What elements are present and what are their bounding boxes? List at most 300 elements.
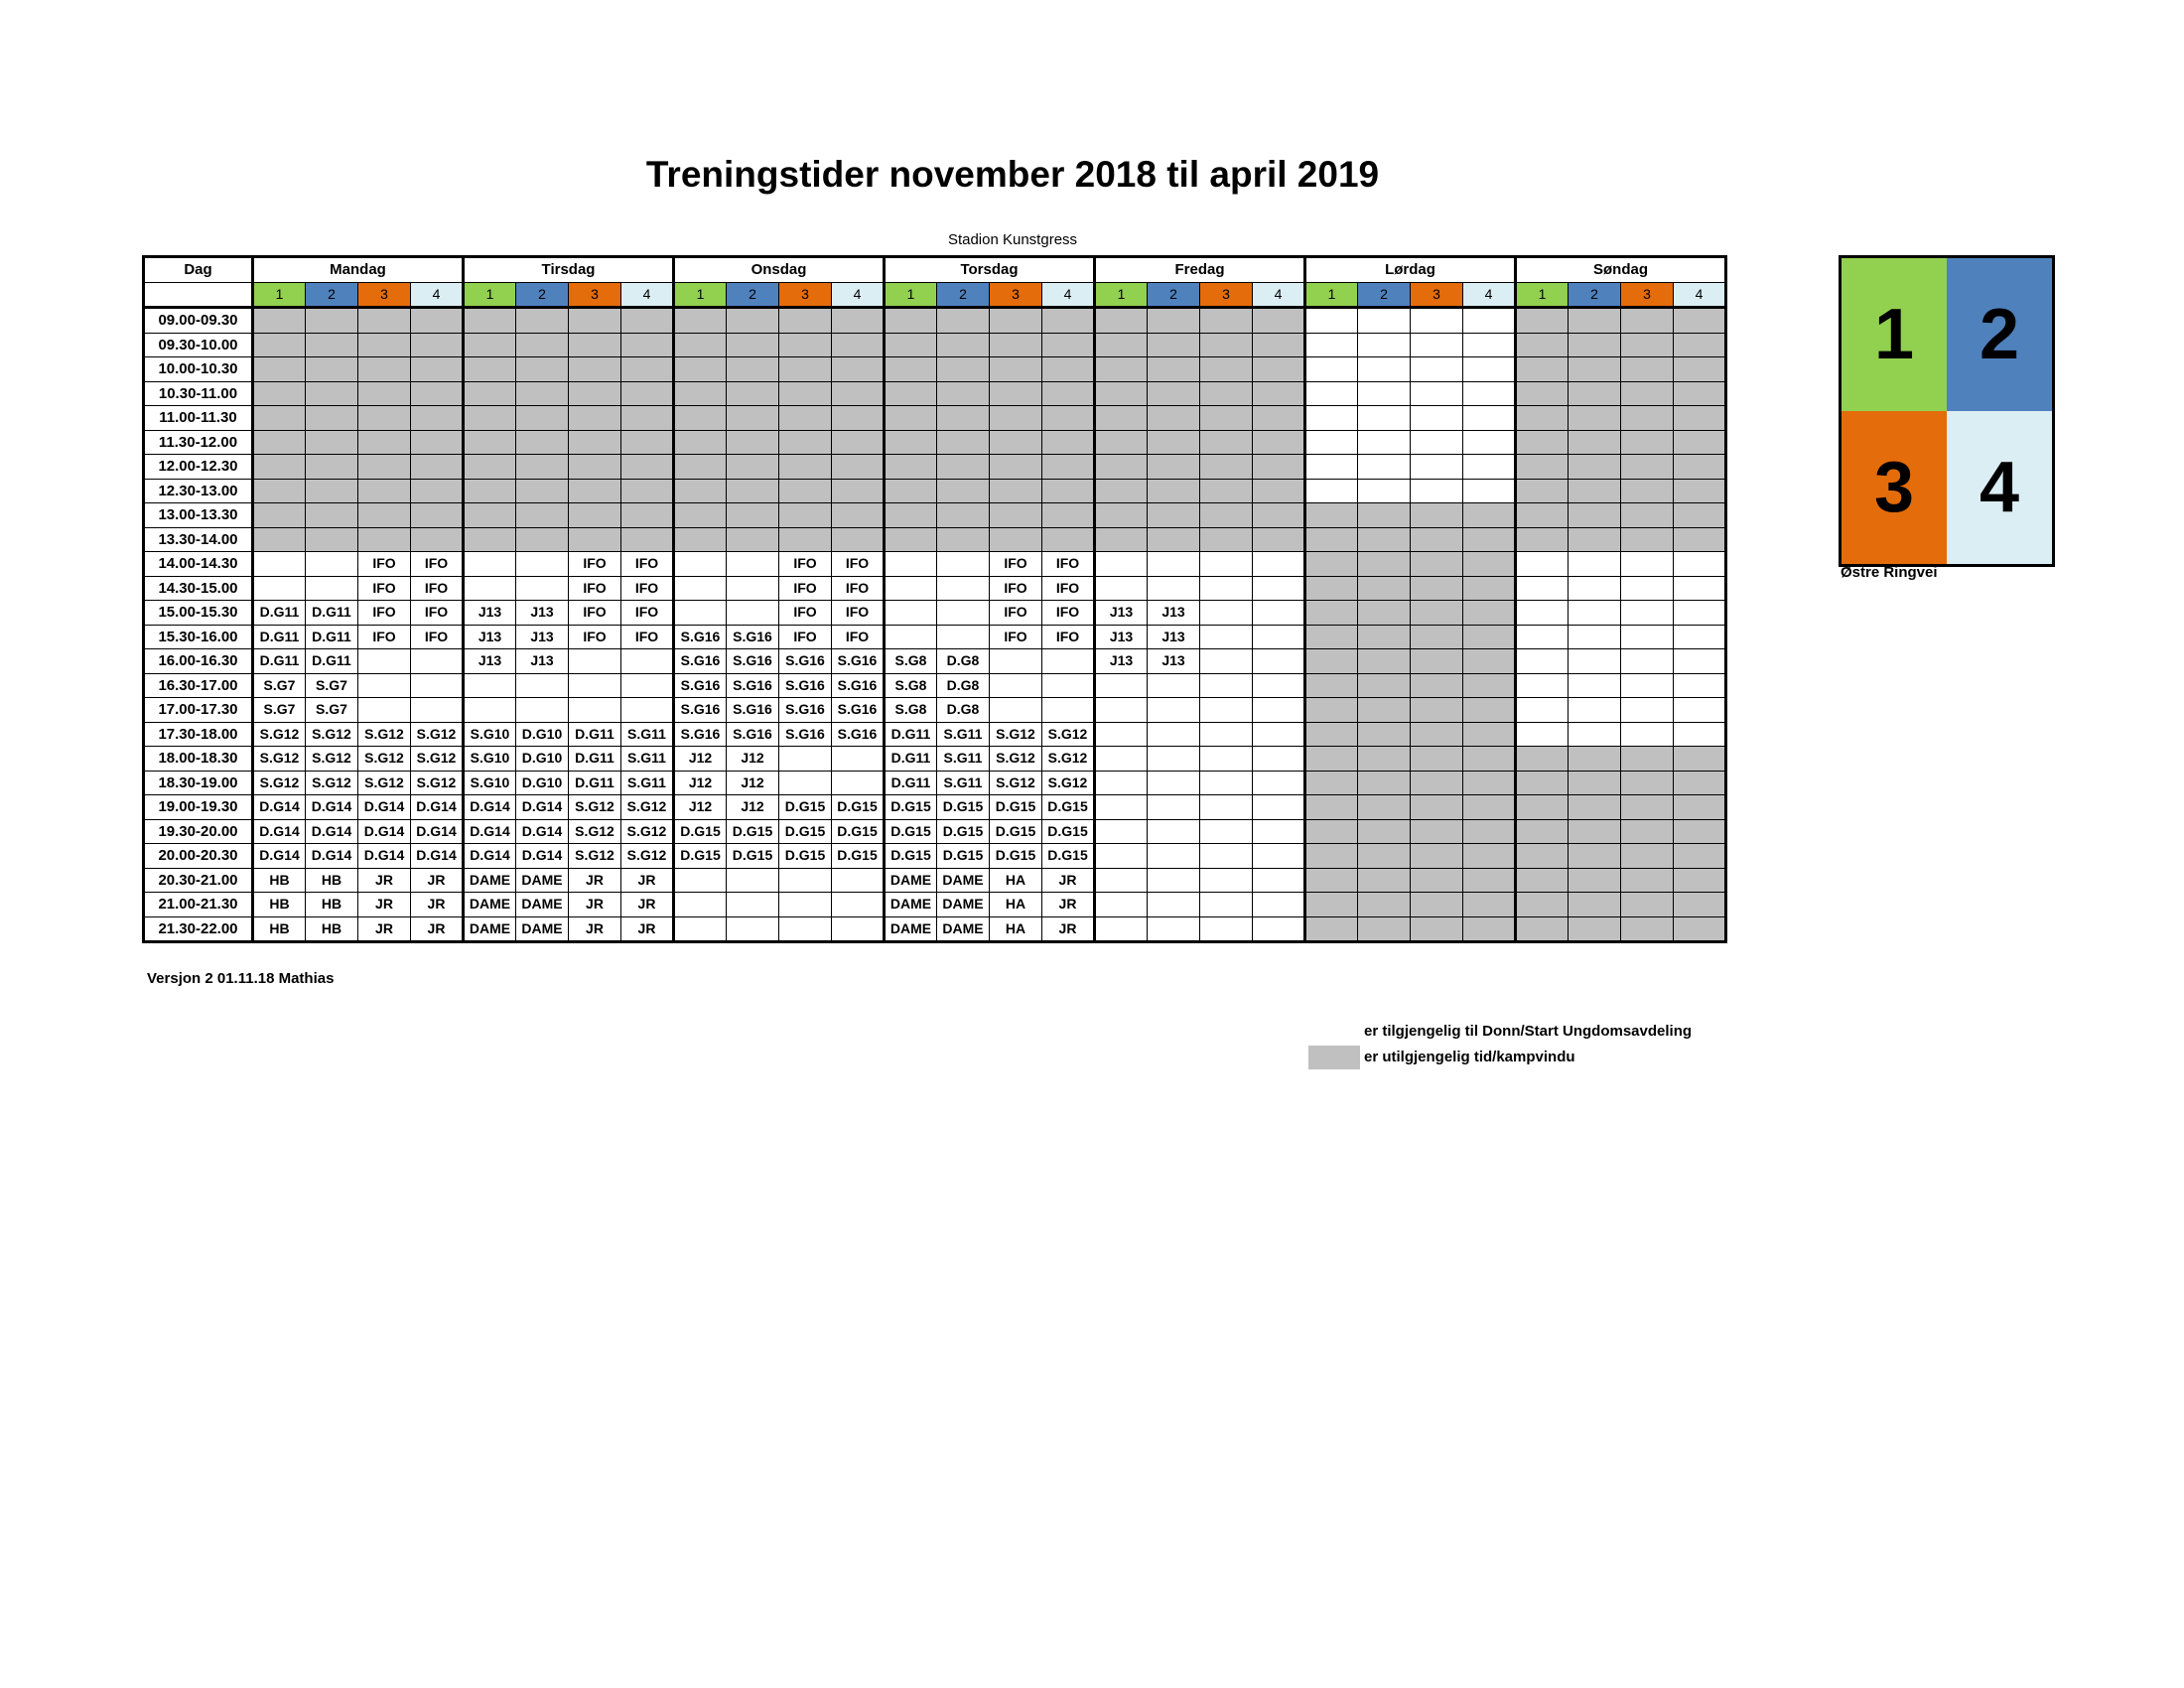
schedule-cell [1411, 601, 1463, 626]
schedule-cell [306, 406, 358, 431]
schedule-cell: IFO [569, 552, 621, 577]
schedule-cell [1463, 406, 1516, 431]
schedule-cell [1674, 406, 1726, 431]
schedule-cell [832, 771, 885, 795]
schedule-cell [1516, 673, 1569, 698]
schedule-cell [885, 625, 937, 649]
legend-unavailable-swatch [1308, 1046, 1360, 1069]
schedule-cell [1621, 576, 1674, 601]
field-number-header: 4 [1463, 282, 1516, 308]
schedule-cell [1042, 479, 1095, 503]
schedule-cell: J13 [464, 601, 516, 626]
schedule-cell [1463, 771, 1516, 795]
schedule-cell: D.G14 [253, 819, 306, 844]
schedule-cell [1095, 406, 1148, 431]
schedule-cell: D.G15 [990, 844, 1042, 869]
schedule-cell [358, 430, 411, 455]
schedule-cell [727, 503, 779, 528]
schedule-cell [569, 673, 621, 698]
schedule-cell [358, 527, 411, 552]
schedule-cell [1569, 868, 1621, 893]
schedule-cell [1148, 698, 1200, 723]
schedule-cell [990, 430, 1042, 455]
schedule-cell [253, 503, 306, 528]
schedule-cell [1305, 381, 1358, 406]
schedule-cell [516, 503, 569, 528]
schedule-cell [1569, 576, 1621, 601]
schedule-cell [727, 527, 779, 552]
schedule-cell: IFO [411, 625, 464, 649]
schedule-cell [1674, 771, 1726, 795]
schedule-cell: JR [1042, 868, 1095, 893]
schedule-cell [1411, 698, 1463, 723]
schedule-cell: D.G15 [832, 819, 885, 844]
schedule-cell [1305, 916, 1358, 942]
schedule-cell [885, 333, 937, 357]
schedule-cell [1358, 819, 1411, 844]
schedule-cell [569, 406, 621, 431]
schedule-cell: IFO [832, 601, 885, 626]
schedule-cell: S.G12 [253, 747, 306, 772]
schedule-cell [516, 479, 569, 503]
schedule-cell: D.G14 [306, 795, 358, 820]
field-header-row [144, 282, 1726, 308]
time-slot-row [144, 601, 1726, 626]
schedule-cell: D.G14 [516, 819, 569, 844]
schedule-cell: J13 [1095, 601, 1148, 626]
schedule-cell [1305, 527, 1358, 552]
schedule-cell [1200, 893, 1253, 917]
schedule-cell [885, 552, 937, 577]
schedule-cell [1253, 455, 1305, 480]
schedule-cell [569, 455, 621, 480]
schedule-cell [1200, 771, 1253, 795]
schedule-cell [411, 649, 464, 674]
schedule-cell [569, 479, 621, 503]
field-number-header: 3 [990, 282, 1042, 308]
schedule-cell [1095, 430, 1148, 455]
schedule-cell [937, 357, 990, 382]
schedule-cell: S.G12 [411, 771, 464, 795]
legend-available-text: er tilgjengelig til Donn/Start Ungdomsavdeling [1364, 1023, 1693, 1040]
schedule-cell [1569, 722, 1621, 747]
schedule-cell [1200, 916, 1253, 942]
schedule-cell [1621, 308, 1674, 334]
schedule-cell [727, 333, 779, 357]
schedule-cell [1463, 527, 1516, 552]
schedule-cell [1411, 893, 1463, 917]
schedule-cell [1253, 868, 1305, 893]
schedule-cell [1253, 698, 1305, 723]
schedule-cell [253, 333, 306, 357]
schedule-cell: IFO [621, 625, 674, 649]
time-slot-label: 21.30-22.00 [144, 916, 253, 942]
schedule-cell: DAME [464, 893, 516, 917]
schedule-cell: S.G12 [569, 795, 621, 820]
schedule-cell [1621, 479, 1674, 503]
schedule-cell [1569, 406, 1621, 431]
schedule-cell [516, 698, 569, 723]
field-number-header: 1 [1516, 282, 1569, 308]
schedule-cell [1516, 430, 1569, 455]
schedule-cell [1305, 771, 1358, 795]
schedule-cell [1095, 455, 1148, 480]
schedule-cell: S.G16 [832, 649, 885, 674]
schedule-cell [1674, 503, 1726, 528]
schedule-cell [1516, 333, 1569, 357]
schedule-cell [1463, 844, 1516, 869]
schedule-cell: S.G16 [779, 722, 832, 747]
schedule-cell: D.G11 [306, 649, 358, 674]
schedule-cell [464, 430, 516, 455]
schedule-cell [1621, 552, 1674, 577]
schedule-cell [885, 601, 937, 626]
time-slot-row [144, 455, 1726, 480]
schedule-cell: D.G11 [569, 771, 621, 795]
schedule-cell: D.G14 [464, 819, 516, 844]
schedule-cell [253, 381, 306, 406]
schedule-cell [1358, 576, 1411, 601]
schedule-cell: D.G15 [779, 819, 832, 844]
schedule-cell [990, 503, 1042, 528]
schedule-cell: IFO [1042, 576, 1095, 601]
schedule-cell [306, 308, 358, 334]
schedule-cell [1253, 673, 1305, 698]
schedule-cell [1463, 455, 1516, 480]
time-slot-row [144, 430, 1726, 455]
schedule-cell [1358, 430, 1411, 455]
schedule-cell [1253, 893, 1305, 917]
schedule-cell [779, 333, 832, 357]
schedule-cell [1621, 916, 1674, 942]
schedule-cell [1463, 576, 1516, 601]
schedule-cell: JR [358, 893, 411, 917]
schedule-cell: JR [411, 868, 464, 893]
time-slot-row [144, 868, 1726, 893]
schedule-cell [1200, 552, 1253, 577]
schedule-cell: D.G15 [1042, 819, 1095, 844]
schedule-cell: S.G11 [621, 747, 674, 772]
schedule-cell [1200, 503, 1253, 528]
schedule-cell: IFO [832, 625, 885, 649]
schedule-cell [1042, 527, 1095, 552]
schedule-cell [253, 308, 306, 334]
schedule-cell [1358, 357, 1411, 382]
schedule-cell: D.G14 [253, 795, 306, 820]
time-slot-row [144, 916, 1726, 942]
schedule-cell [1516, 527, 1569, 552]
schedule-cell [1674, 819, 1726, 844]
schedule-cell [621, 406, 674, 431]
time-slot-row [144, 357, 1726, 382]
time-slot-row [144, 552, 1726, 577]
schedule-cell: D.G14 [358, 795, 411, 820]
schedule-cell [1411, 333, 1463, 357]
schedule-cell: S.G12 [306, 747, 358, 772]
schedule-cell [990, 357, 1042, 382]
time-slot-label: 19.30-20.00 [144, 819, 253, 844]
schedule-cell [727, 308, 779, 334]
time-slot-row [144, 333, 1726, 357]
schedule-cell [1411, 357, 1463, 382]
schedule-cell [1569, 527, 1621, 552]
schedule-cell [1095, 698, 1148, 723]
schedule-cell [1516, 308, 1569, 334]
field-map-quadrant-4: 4 [1947, 411, 2052, 564]
schedule-cell [1200, 819, 1253, 844]
schedule-cell [1411, 771, 1463, 795]
schedule-cell: D.G10 [516, 771, 569, 795]
schedule-cell: IFO [779, 601, 832, 626]
schedule-cell [779, 868, 832, 893]
schedule-cell [253, 430, 306, 455]
schedule-cell: IFO [358, 625, 411, 649]
schedule-cell: J12 [727, 747, 779, 772]
schedule-cell: IFO [411, 601, 464, 626]
schedule-cell: S.G8 [885, 698, 937, 723]
schedule-cell [621, 649, 674, 674]
schedule-cell [1305, 649, 1358, 674]
schedule-cell [1358, 673, 1411, 698]
schedule-cell [1148, 916, 1200, 942]
schedule-cell [1516, 455, 1569, 480]
schedule-cell: D.G15 [779, 844, 832, 869]
schedule-cell [937, 308, 990, 334]
schedule-cell: S.G11 [937, 722, 990, 747]
time-slot-label: 13.00-13.30 [144, 503, 253, 528]
schedule-cell [1095, 722, 1148, 747]
field-number-header: 3 [779, 282, 832, 308]
schedule-cell: HB [306, 893, 358, 917]
schedule-cell [1411, 625, 1463, 649]
schedule-cell [832, 479, 885, 503]
schedule-cell: D.G11 [253, 625, 306, 649]
schedule-cell: D.G15 [674, 819, 727, 844]
schedule-cell [1516, 722, 1569, 747]
schedule-cell: S.G12 [253, 771, 306, 795]
schedule-cell [1411, 747, 1463, 772]
schedule-cell [1253, 771, 1305, 795]
schedule-cell [1095, 503, 1148, 528]
schedule-cell [569, 503, 621, 528]
schedule-cell [1516, 868, 1569, 893]
schedule-cell [1305, 357, 1358, 382]
schedule-cell: S.G12 [621, 819, 674, 844]
schedule-cell [1042, 406, 1095, 431]
schedule-cell [885, 527, 937, 552]
schedule-cell [1569, 893, 1621, 917]
field-number-header: 4 [1253, 282, 1305, 308]
schedule-cell [1358, 381, 1411, 406]
schedule-cell [621, 357, 674, 382]
schedule-cell: IFO [779, 625, 832, 649]
schedule-cell [1674, 357, 1726, 382]
schedule-cell [516, 527, 569, 552]
field-number-header: 2 [306, 282, 358, 308]
schedule-cell: S.G7 [253, 698, 306, 723]
schedule-cell: IFO [1042, 552, 1095, 577]
schedule-cell [411, 381, 464, 406]
schedule-cell: IFO [832, 552, 885, 577]
schedule-cell [674, 503, 727, 528]
schedule-cell [1305, 430, 1358, 455]
schedule-cell: D.G11 [306, 625, 358, 649]
schedule-cell [1411, 916, 1463, 942]
schedule-cell [1516, 771, 1569, 795]
schedule-cell [1305, 308, 1358, 334]
schedule-cell: D.G14 [358, 819, 411, 844]
schedule-cell: S.G16 [832, 722, 885, 747]
schedule-cell [1095, 357, 1148, 382]
schedule-cell [990, 698, 1042, 723]
schedule-cell [569, 308, 621, 334]
time-slot-label: 18.30-19.00 [144, 771, 253, 795]
schedule-cell: S.G12 [621, 844, 674, 869]
schedule-cell: DAME [464, 868, 516, 893]
schedule-cell [306, 430, 358, 455]
schedule-cell: D.G8 [937, 673, 990, 698]
schedule-cell [1095, 381, 1148, 406]
schedule-cell [1305, 698, 1358, 723]
schedule-cell: HA [990, 868, 1042, 893]
schedule-cell [1305, 747, 1358, 772]
schedule-cell: IFO [411, 552, 464, 577]
schedule-cell [1463, 308, 1516, 334]
schedule-cell [1621, 819, 1674, 844]
schedule-cell: DAME [516, 916, 569, 942]
schedule-cell: IFO [1042, 601, 1095, 626]
schedule-cell [1148, 722, 1200, 747]
schedule-cell [464, 455, 516, 480]
field-map-quadrant-2: 2 [1947, 258, 2052, 411]
schedule-cell [1463, 649, 1516, 674]
schedule-cell [516, 308, 569, 334]
field-number-header: 4 [411, 282, 464, 308]
schedule-cell [1674, 722, 1726, 747]
schedule-cell: IFO [569, 576, 621, 601]
schedule-cell: JR [1042, 916, 1095, 942]
schedule-cell [1200, 844, 1253, 869]
schedule-cell [1095, 868, 1148, 893]
schedule-cell [621, 430, 674, 455]
schedule-cell: D.G11 [885, 722, 937, 747]
schedule-cell: IFO [832, 576, 885, 601]
schedule-cell [1148, 381, 1200, 406]
schedule-cell [1674, 916, 1726, 942]
schedule-cell [1621, 406, 1674, 431]
schedule-cell [569, 698, 621, 723]
schedule-cell [779, 308, 832, 334]
time-slot-row [144, 747, 1726, 772]
schedule-cell [1569, 698, 1621, 723]
schedule-cell: D.G15 [832, 795, 885, 820]
schedule-cell [990, 381, 1042, 406]
time-slot-row [144, 527, 1726, 552]
schedule-cell: D.G14 [516, 844, 569, 869]
schedule-cell [1148, 430, 1200, 455]
schedule-cell [1148, 576, 1200, 601]
schedule-cell [621, 381, 674, 406]
schedule-cell [411, 527, 464, 552]
schedule-cell [1463, 698, 1516, 723]
schedule-cell: S.G8 [885, 649, 937, 674]
day-header: Mandag [253, 257, 464, 283]
schedule-cell [1200, 430, 1253, 455]
schedule-cell [411, 455, 464, 480]
schedule-cell [1095, 552, 1148, 577]
schedule-cell: J12 [674, 771, 727, 795]
schedule-cell: D.G15 [1042, 844, 1095, 869]
schedule-cell [516, 576, 569, 601]
schedule-cell [1305, 503, 1358, 528]
schedule-cell: IFO [358, 552, 411, 577]
schedule-cell [1095, 747, 1148, 772]
schedule-cell: IFO [411, 576, 464, 601]
schedule-cell [1305, 893, 1358, 917]
day-column-header: Dag [144, 257, 253, 283]
schedule-cell [1516, 381, 1569, 406]
schedule-cell [779, 893, 832, 917]
schedule-cell [411, 698, 464, 723]
schedule-cell [1411, 430, 1463, 455]
schedule-cell: J13 [1148, 625, 1200, 649]
schedule-cell [832, 357, 885, 382]
schedule-cell [674, 333, 727, 357]
schedule-cell [1411, 552, 1463, 577]
schedule-cell: HB [253, 916, 306, 942]
schedule-cell [1095, 479, 1148, 503]
schedule-cell: S.G12 [621, 795, 674, 820]
time-slot-label: 10.30-11.00 [144, 381, 253, 406]
schedule-cell [464, 308, 516, 334]
schedule-cell: S.G12 [1042, 747, 1095, 772]
schedule-cell [990, 649, 1042, 674]
schedule-cell [937, 381, 990, 406]
schedule-cell [464, 503, 516, 528]
schedule-cell [1674, 333, 1726, 357]
schedule-cell [1148, 308, 1200, 334]
schedule-cell [464, 479, 516, 503]
field-number-header: 2 [1569, 282, 1621, 308]
schedule-cell: S.G12 [990, 747, 1042, 772]
schedule-cell: D.G14 [306, 844, 358, 869]
schedule-cell: S.G16 [779, 649, 832, 674]
schedule-cell [1042, 503, 1095, 528]
schedule-cell: S.G12 [358, 747, 411, 772]
legend-available-swatch [1308, 1021, 1360, 1045]
schedule-cell: J12 [674, 747, 727, 772]
schedule-cell [1358, 455, 1411, 480]
schedule-cell [411, 673, 464, 698]
schedule-cell [727, 916, 779, 942]
schedule-cell [1621, 771, 1674, 795]
schedule-cell: IFO [358, 576, 411, 601]
schedule-cell [621, 333, 674, 357]
time-slot-row [144, 576, 1726, 601]
schedule-cell: JR [411, 916, 464, 942]
schedule-cell: J13 [464, 649, 516, 674]
schedule-cell: HA [990, 916, 1042, 942]
schedule-cell [1095, 333, 1148, 357]
schedule-cell [1200, 357, 1253, 382]
schedule-cell [885, 381, 937, 406]
schedule-cell [1200, 479, 1253, 503]
schedule-cell: J13 [516, 649, 569, 674]
schedule-cell [1200, 601, 1253, 626]
schedule-cell [1674, 893, 1726, 917]
schedule-cell [1042, 357, 1095, 382]
schedule-cell: HB [306, 868, 358, 893]
